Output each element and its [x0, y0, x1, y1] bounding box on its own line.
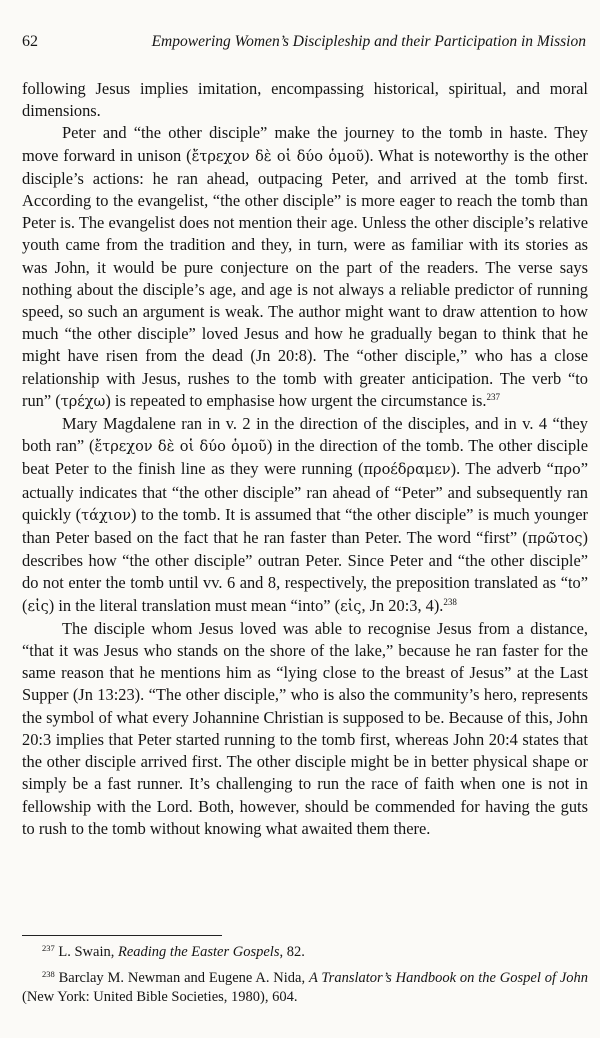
footnote-238: $^{238}$ Barclay M. Newman and Eugene A. Nida, A Translator’s Handbook on the Gospel of John (New York: United Bible Societies, 1980), 604. [22, 968, 589, 1005]
greek-word: τρέχω [60, 393, 106, 410]
paragraph-1: following Jesus implies imitation, encompassing historical, spiritual, and moral dimensions. [22, 79, 588, 121]
greek-word: προ [553, 462, 581, 479]
running-head: Empowering Women’s Discipleship and their Participation in Mission [151, 33, 586, 50]
footnote-ref-238: 238 [443, 596, 457, 607]
paragraph-2: Peter and “the other disciple” make the journey to the tomb in haste. They move forward in unison (ἔτρεχον δὲ οἱ δύο ὁμοῦ). What is noteworthy is the other disciple’s actions: he ran ahead, outpacing Peter, and arrived at the tomb first. According to the evangelist, “the other disciple” is more eager to reach the tomb than Peter is. The evangelist does not mention their age. Unless the other disciple’s relative youth came from the tradition and they, in turn, were as familiar with its stories as was John, it would be pure conjecture on the part of the readers. The verse says nothing about the disciple’s age, and age is not always a reliable predictor of running speed, so such an argument is weak. The author might want to draw attention to how much “the other disciple” loved Jesus and how he gradually began to think that he might have risen from the dead (Jn 20:8). The “other disciple,” who has a close relationship with Jesus, rushes to the tomb with greater anticipation. The verb “to run” (τρέχω) is repeated to emphasise how urgent the circumstance is.$^{237}$ [22, 123, 588, 410]
footnote-ref-237: 237 [486, 391, 500, 402]
page-header [22, 33, 586, 57]
footnote-divider [22, 935, 222, 936]
greek-phrase: ἔτρεχον δὲ οἱ δύο ὁμοῦ [191, 148, 365, 165]
footnotes [22, 943, 588, 1014]
greek-word: προέδραμεν [363, 462, 451, 479]
greek-word: εἰς [27, 598, 49, 615]
greek-word: πρῶτος [527, 531, 583, 548]
page-number: 62 [22, 33, 38, 50]
cited-title: Reading the Easter Gospels [117, 944, 280, 960]
greek-word: εἰς [340, 598, 362, 615]
cited-title: A Translator’s Handbook on the Gospel of John [308, 969, 589, 986]
greek-word: τάχιον [81, 507, 131, 524]
footnote-237: $^{237}$ L. Swain, Reading the Easter Gospels, 82. [42, 943, 305, 960]
paragraph-4: The disciple whom Jesus loved was able to recognise Jesus from a distance, “that it was Jesus who stands on the shore of the lake,” because he ran faster for the same reason that he mentions him as “lying close to the breast of Jesus” at the Last Supper (Jn 13:23). “The other disciple,” who is also the community’s hero, represents the symbol of what every Johannine Christian is supposed to be. Because of this, John 20:3 implies that Peter started running to the tomb first, whereas John 20:4 states that the other disciple arrived first. The other disciple might be in better physical shape or simply be a fast runner. It’s challenging to run the race of faith when one is not in fellowship with the Lord. Both, however, should be commended for having the guts to rush to the tomb without knowing what awaited them there. [22, 618, 588, 838]
greek-phrase: ἔτρεχον δὲ οἱ δύο ὁμοῦ [94, 439, 267, 456]
footnote-number: 238 [42, 968, 55, 979]
footnote-number: 237 [42, 943, 55, 953]
main-text [22, 78, 588, 840]
paragraph-3: Mary Magdalene ran in v. 2 in the direction of the disciples, and in v. 4 “they both ran” (ἔτρεχον δὲ οἱ δύο ὁμοῦ) in the direction of the tomb. The other disciple beat Peter to the finish line as they were running (προέδραμεν). The adverb “προ” actually indicates that “the other disciple” ran ahead of “Peter” and subsequently ran quickly (τάχιον) to the tomb. It is assumed that “the other disciple” is much younger than Peter based on the fact that he ran faster than Peter. The word “first” (πρῶτος) describes how “the other disciple” outran Peter. Since Peter and “the other disciple” do not enter the tomb until vv. 6 and 8, respectively, the preposition translated as “to” (εἰς) in the literal translation must mean “into” (εἰς, Jn 20:3, 4).$^{238}$ [22, 414, 589, 615]
